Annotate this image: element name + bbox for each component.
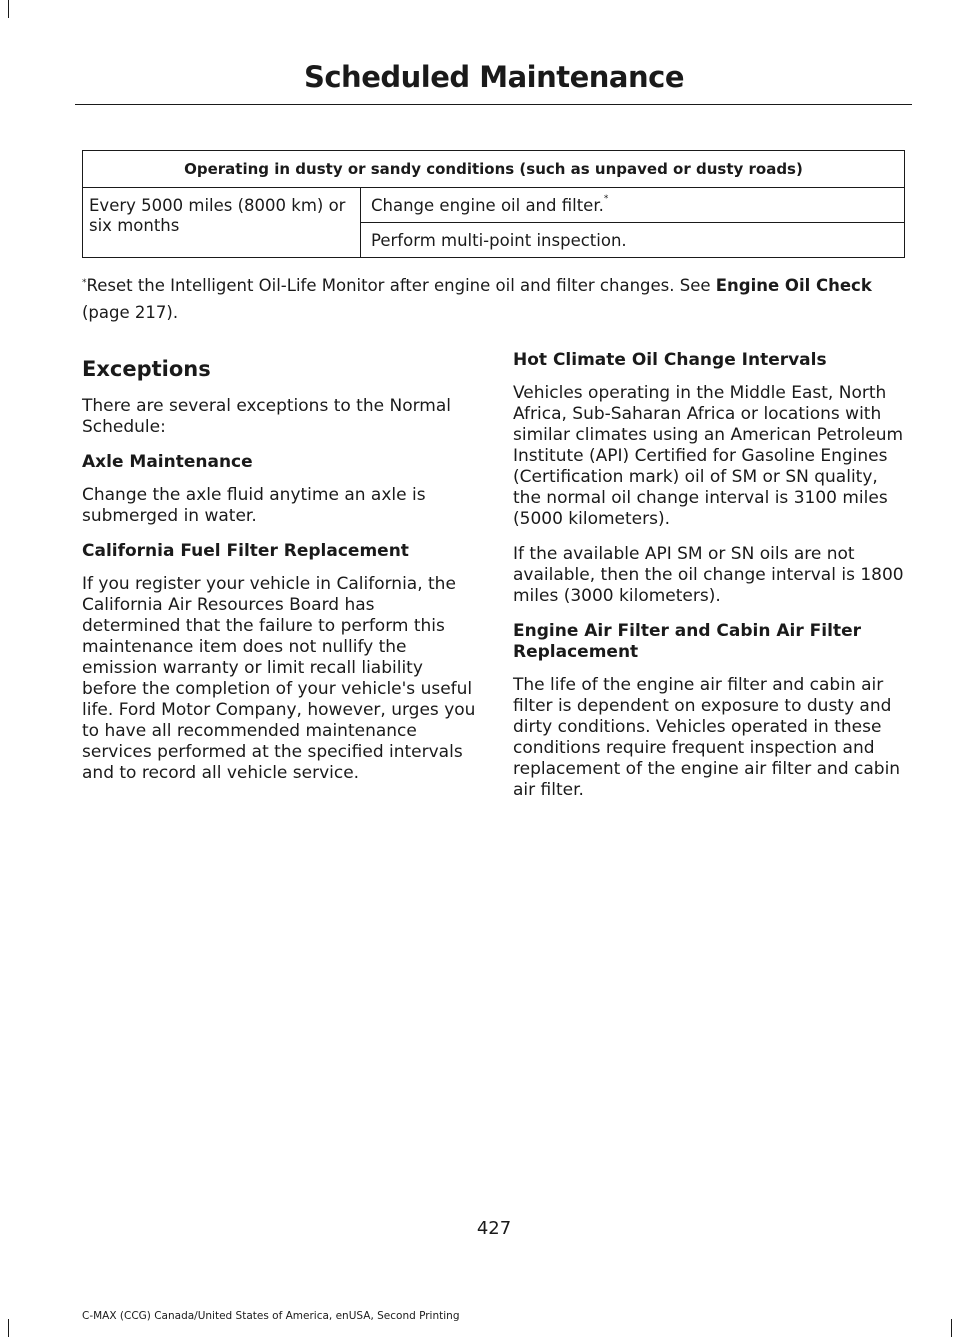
- section-heading-exceptions: Exceptions: [82, 357, 211, 381]
- paragraph: Vehicles operating in the Middle East, North Africa, Sub-Saharan Africa or locations with similar climates using an American Petroleum Institute (API) Certified for Gasoline Engines (Certification mark) oil of SM or SN quality, the normal oil change interval is 3100 miles (5000 kilometers).: [513, 383, 904, 529]
- paragraph: There are several exceptions to the Normal Schedule:: [82, 396, 451, 437]
- table-row: [83, 188, 905, 223]
- cross-reference-link[interactable]: Engine Oil Check: [715, 276, 872, 295]
- edition-footer: C-MAX (CCG) Canada/United States of America, enUSA, Second Printing: [82, 1310, 460, 1322]
- footnote-marker: *: [603, 194, 609, 204]
- left-column: [82, 350, 477, 798]
- paragraph: If you register your vehicle in California, the California Air Resources Board has determined that the failure to perform this maintenance item does not nullify the emission warranty or limit recall liability before the completion of your vehicle's useful life. Ford Motor Company, however, urges you to have all recommended maintenance services performed at the specified intervals and to record all vehicle service.: [82, 574, 476, 783]
- table-heading: Operating in dusty or sandy conditions (such as unpaved or dusty roads): [83, 151, 905, 188]
- table-header-row: [83, 151, 905, 188]
- crop-mark-bottom-right: [951, 1319, 952, 1337]
- crop-mark-top-left: [8, 0, 9, 18]
- page-title: Scheduled Maintenance: [303, 60, 684, 94]
- page-number: 427: [476, 1218, 512, 1239]
- paragraph: If the available API SM or SN oils are not available, then the oil change interval is 1800 miles (3000 kilometers).: [513, 544, 904, 606]
- maintenance-table: [82, 150, 905, 258]
- subheading-axle-maintenance: Axle Maintenance: [82, 452, 253, 472]
- subheading-air-filter-replacement: Engine Air Filter and Cabin Air Filter Replacement: [513, 621, 861, 662]
- paragraph: The life of the engine air filter and cabin air filter is dependent on exposure to dusty and dirty conditions. Vehicles operated in these conditions require frequent inspection and replacement of the engine air filter and cabin air filter.: [513, 675, 901, 800]
- crop-mark-bottom-left: [8, 1319, 9, 1337]
- table-footnote: *Reset the Intelligent Oil-Life Monitor after engine oil and filter changes. See Engine Oil Check (page 217).: [82, 276, 872, 322]
- subheading-california-fuel-filter: California Fuel Filter Replacement: [82, 541, 409, 561]
- right-column: [513, 350, 908, 815]
- subheading-hot-climate-oil: Hot Climate Oil Change Intervals: [513, 350, 827, 370]
- header-divider: [75, 104, 912, 105]
- action-cell: Perform multi-point inspection.: [361, 222, 905, 257]
- interval-cell: Every 5000 miles (8000 km) or six months: [83, 188, 361, 258]
- footnote-marker: *: [82, 278, 87, 288]
- paragraph: Change the axle fluid anytime an axle is submerged in water.: [82, 485, 426, 526]
- action-cell: Change engine oil and filter.*: [361, 188, 905, 223]
